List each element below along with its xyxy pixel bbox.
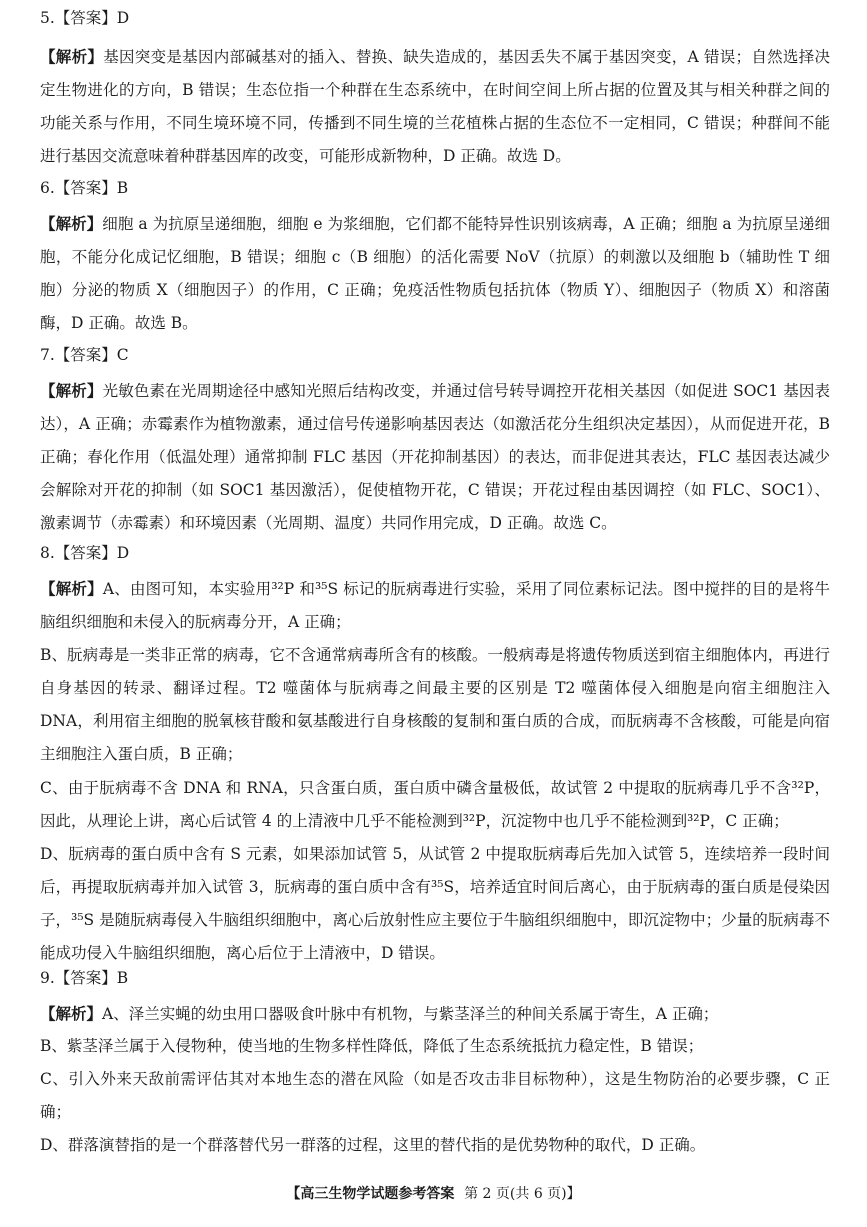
footer-page-number: 第 2 页(共 6 页)】 xyxy=(464,1186,581,1202)
q9-analysis-d xyxy=(40,1129,830,1162)
q7-answer-heading: 7.【答案】C xyxy=(40,346,129,364)
q8-analysis-b xyxy=(40,639,830,771)
analysis-text: C、由于朊病毒不含 DNA 和 RNA，只含蛋白质，蛋白质中磷含量极低，故试管 2 中提取的朊病毒几乎不含³²P，因此，从理论上讲，离心后试管 4 的上清液中几乎不能检测到³²P，沉淀物中也几乎不能检测到³²P，C 正确； xyxy=(40,779,830,830)
q8-analysis-d xyxy=(40,838,830,970)
q8-analysis-c xyxy=(40,772,830,838)
analysis-text: A、由图可知，本实验用³²P 和³⁵S 标记的朊病毒进行实验，采用了同位素标记法。图中搅拌的目的是将牛脑组织细胞和未侵入的朊病毒分开，A 正确； xyxy=(40,580,830,631)
analysis-tag: 【解析】 xyxy=(40,381,103,400)
page-footer xyxy=(0,1183,867,1203)
q6-analysis xyxy=(40,207,830,340)
analysis-text: D、朊病毒的蛋白质中含有 S 元素，如果添加试管 5，从试管 2 中提取朊病毒后先加入试管 5，连续培养一段时间后，再提取朊病毒并加入试管 3，朊病毒的蛋白质中含有³⁵S，培养适宜时间后离心，由于朊病毒的蛋白质是侵染因子，³⁵S 是随朊病毒侵入牛脑组织细胞中，离心后放射性应主要位于牛脑组织细胞中，即沉淀物中；少量的朊病毒不能成功侵入牛脑组织细胞，离心后位于上清液中，D 错误。 xyxy=(40,845,830,962)
analysis-text: B、朊病毒是一类非正常的病毒，它不含通常病毒所含有的核酸。一般病毒是将遗传物质送到宿主细胞体内，再进行自身基因的转录、翻译过程。T2 噬菌体与朊病毒之间最主要的区别是 T2 噬菌体侵入细胞是向宿主细胞注入 DNA，利用宿主细胞的脱氧核苷酸和氨基酸进行自身核酸的复制和蛋白质的合成，而朊病毒不含核酸，可能是向宿主细胞注入蛋白质，B 正确； xyxy=(40,646,830,763)
analysis-text: C、引入外来天敌前需评估其对本地生态的潜在风险（如是否攻击非目标物种），这是生物防治的必要步骤，C 正确； xyxy=(40,1070,830,1121)
q5-analysis xyxy=(40,40,830,173)
analysis-text: 细胞 a 为抗原呈递细胞，细胞 e 为浆细胞，它们都不能特异性识别该病毒，A 正确；细胞 a 为抗原呈递细胞，不能分化成记忆细胞，B 错误；细胞 c（B 细胞）的活化需要 NoV（抗原）的刺激以及细胞 b（辅助性 T 细胞）分泌的物质 X（细胞因子）的作用，C 正确；免疫活性物质包括抗体（物质 Y）、细胞因子（物质 X）和溶菌酶，D 正确。故选 B。 xyxy=(40,215,830,332)
q9-analysis-b xyxy=(40,1030,830,1063)
analysis-tag: 【解析】 xyxy=(40,579,103,598)
footer-title: 【高三生物学试题参考答案 xyxy=(286,1186,455,1202)
analysis-tag: 【解析】 xyxy=(40,1004,103,1023)
analysis-text: D、群落演替指的是一个群落替代另一群落的过程，这里的替代指的是优势物种的取代，D 正确。 xyxy=(40,1136,706,1154)
q6-answer-heading: 6.【答案】B xyxy=(40,179,129,197)
analysis-text: 基因突变是基因内部碱基对的插入、替换、缺失造成的，基因丢失不属于基因突变，A 错误；自然选择决定生物进化的方向，B 错误；生态位指一个种群在生态系统中，在时间空间上所占据的位置及其与相关种群之间的功能关系与作用，不同生境环境不同，传播到不同生境的兰花植株占据的生态位不一定相同，C 错误；种群间不能进行基因交流意味着种群基因库的改变，可能形成新物种，D 正确。故选 D。 xyxy=(40,48,830,165)
analysis-tag: 【解析】 xyxy=(40,214,103,233)
analysis-text: A、泽兰实蝇的幼虫用口器吸食叶脉中有机物，与紫茎泽兰的种间关系属于寄生，A 正确； xyxy=(102,1005,719,1023)
analysis-text: 光敏色素在光周期途径中感知光照后结构改变，并通过信号转导调控开花相关基因（如促进 SOC1 基因表达），A 正确；赤霉素作为植物激素，通过信号传递影响基因表达（如激活花分生组织决定基因），从而促进开花，B 正确；春化作用（低温处理）通常抑制 FLC 基因（开花抑制基因）的表达，而非促进其表达，FLC 基因表达减少会解除对开花的抑制（如 SOC1 基因激活），促使植物开花，C 错误；开花过程由基因调控（如 FLC、SOC1）、激素调节（赤霉素）和环境因素（光周期、温度）共同作用完成，D 正确。故选 C。 xyxy=(40,382,830,532)
q7-analysis xyxy=(40,374,830,540)
q9-analysis-a xyxy=(40,997,830,1031)
q8-analysis-a xyxy=(40,572,830,639)
q8-answer-heading: 8.【答案】D xyxy=(40,544,130,562)
q9-analysis-c xyxy=(40,1063,830,1129)
analysis-tag: 【解析】 xyxy=(40,47,104,66)
q5-answer-heading: 5.【答案】D xyxy=(40,9,130,27)
analysis-text: B、紫茎泽兰属于入侵物种，使当地的生物多样性降低，降低了生态系统抵抗力稳定性，B 错误； xyxy=(40,1037,704,1055)
q9-answer-heading: 9.【答案】B xyxy=(40,969,129,987)
